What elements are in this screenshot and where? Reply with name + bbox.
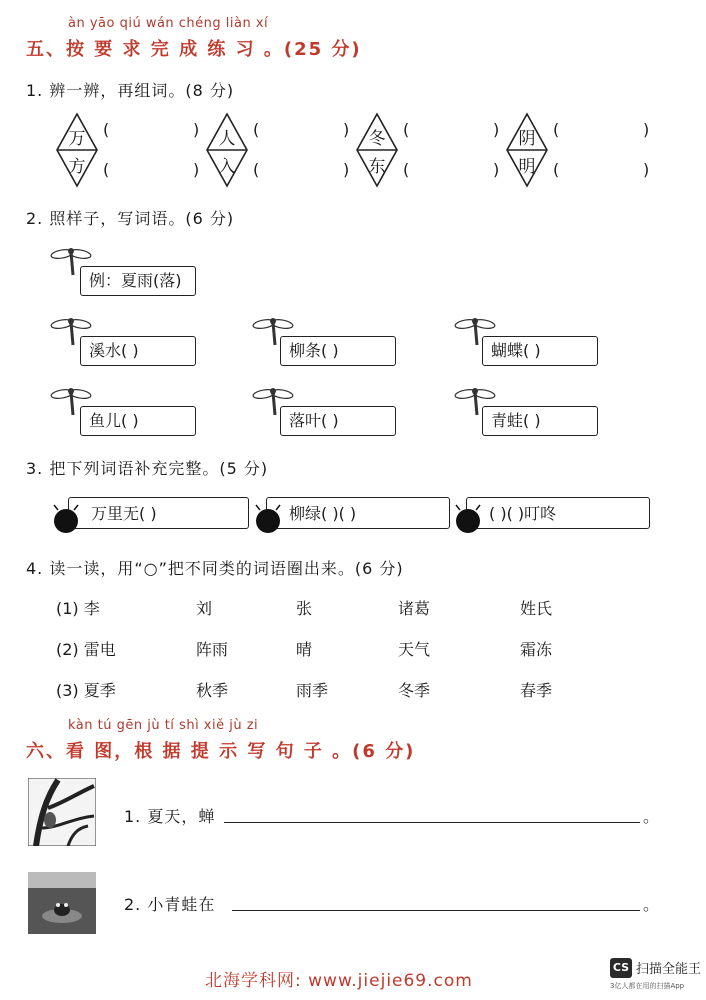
scanner-logo-icon: CS — [610, 958, 632, 978]
paren-close: ) — [643, 160, 650, 179]
section5-pinyin: àn yāo qiú wán chéng liàn xí — [68, 16, 269, 31]
scanner-app-subtitle: 3亿人都在用的扫描App — [610, 982, 685, 990]
q4-word: 冬季 — [398, 681, 431, 700]
paren-open: ( — [403, 120, 410, 139]
q2-example: 例：夏雨(落) — [80, 266, 196, 296]
footer-site: 北海学科网: www.jiejie69.com — [205, 971, 473, 991]
q3-title: 3. 把下列词语补充完整。(5 分) — [26, 459, 269, 478]
q2-item: 落叶( ) — [280, 406, 396, 436]
ladybug-icon — [252, 504, 284, 534]
section5-title: 五、按 要 求 完 成 练 习 。(25 分) — [26, 39, 362, 60]
q2-item: 柳条( ) — [280, 336, 396, 366]
sentence-1-line[interactable] — [224, 822, 640, 823]
q4-word: 刘 — [196, 599, 213, 618]
paren-open: ( — [103, 160, 110, 179]
paren-close: ) — [343, 160, 350, 179]
q2-item: 鱼儿( ) — [80, 406, 196, 436]
section6-pinyin: kàn tú gēn jù tí shì xiě jù zi — [68, 718, 259, 733]
paren-close: ) — [493, 120, 500, 139]
diamond-bottom-char: 明 — [518, 157, 536, 177]
cicada-tree-picture — [28, 778, 96, 846]
q4-word: 晴 — [296, 640, 313, 659]
q4-word: 诸葛 — [398, 599, 431, 618]
paren-open: ( — [253, 160, 260, 179]
paren-close: ) — [193, 120, 200, 139]
diamond-bottom-char: 方 — [68, 157, 86, 177]
q2-item: 蝴蝶( ) — [482, 336, 598, 366]
q3-item: ( )( )叮咚 — [466, 497, 650, 529]
q4-word: 春季 — [520, 681, 553, 700]
section6-title: 六、看 图，根 据 提 示 写 句 子 。(6 分) — [26, 741, 416, 762]
diamond-top-char: 阴 — [518, 129, 536, 149]
q4-word: (2) 雷电 — [56, 640, 116, 659]
q4-word: 张 — [296, 599, 313, 618]
q4-word: (3) 夏季 — [56, 681, 116, 700]
q2-item: 青蛙( ) — [482, 406, 598, 436]
diamond-top-char: 人 — [218, 129, 236, 149]
sentence-1-end: 。 — [643, 807, 661, 826]
q4-word: 天气 — [398, 640, 431, 659]
diamond-top-char: 冬 — [368, 129, 386, 149]
q2-item: 溪水( ) — [80, 336, 196, 366]
q4-word: 秋季 — [196, 681, 229, 700]
diamond-bottom-char: 入 — [218, 157, 236, 177]
q1-title: 1. 辨一辨，再组词。(8 分) — [26, 81, 235, 100]
q4-word: (1) 李 — [56, 599, 100, 618]
paren-open: ( — [553, 160, 560, 179]
q1-diamonds — [55, 112, 655, 192]
sentence-2-end: 。 — [643, 895, 661, 914]
paren-open: ( — [403, 160, 410, 179]
sentence-2-label: 2. 小青蛙在 — [124, 895, 216, 914]
q4-word: 雨季 — [296, 681, 329, 700]
ladybug-icon — [452, 504, 484, 534]
diamond-top-char: 万 — [68, 129, 86, 149]
paren-open: ( — [253, 120, 260, 139]
q4-word: 姓氏 — [520, 599, 553, 618]
sentence-2-line[interactable] — [232, 910, 640, 911]
sentence-1-label: 1. 夏天，蝉 — [124, 807, 216, 826]
scanner-app-name: 扫描全能王 — [636, 962, 702, 977]
paren-close: ) — [493, 160, 500, 179]
q3-item: 万里无( ) — [68, 497, 249, 529]
q4-title: 4. 读一读，用“○”把不同类的词语圈出来。(6 分) — [26, 559, 404, 578]
paren-open: ( — [103, 120, 110, 139]
diamond-bottom-char: 东 — [368, 157, 386, 177]
paren-close: ) — [343, 120, 350, 139]
q2-title: 2. 照样子，写词语。(6 分) — [26, 209, 235, 228]
paren-open: ( — [553, 120, 560, 139]
q3-item: 柳绿( )( ) — [266, 497, 450, 529]
q4-word: 阵雨 — [196, 640, 229, 659]
frog-pond-picture — [28, 872, 96, 934]
ladybug-icon — [50, 504, 82, 534]
q4-word: 霜冻 — [520, 640, 553, 659]
paren-close: ) — [193, 160, 200, 179]
paren-close: ) — [643, 120, 650, 139]
